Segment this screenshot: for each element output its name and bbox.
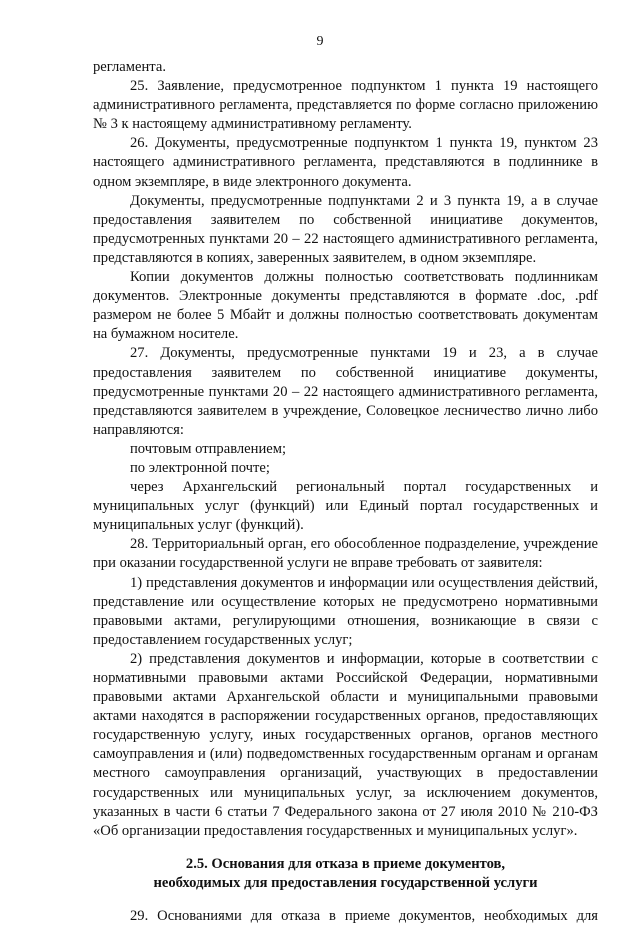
paragraph-26: 26. Документы, предусмотренные подпунктом 1 пункта 19, пунктом 23 настоящего административного регламента, представляются в подлиннике в одном экземпляре, в виде электронного документа. (93, 135, 598, 190)
list-item-postal: почтовым отправлением; (130, 440, 287, 457)
paragraph-25: 25. Заявление, предусмотренное подпунктом 1 пункта 19 настоящего административного регламента, представляется по форме согласно приложению № 3 к настоящему административному регламенту. (93, 78, 598, 133)
list-item-email: по электронной почте; (130, 459, 270, 476)
paragraph-29: 29. Основаниями для отказа в приеме документов, необходимых для (130, 908, 598, 925)
paragraph-27: 27. Документы, предусмотренные пунктами 19 и 23, а в случае предоставления заявителем по собственной инициативе документы, предусмотренные пунктами 20 – 22 настоящего административного регламента, представляются заявителем в учреждение, Соловецкое лесничество лично либо направляются: (93, 345, 598, 438)
paragraph-26-copies: Документы, предусмотренные подпунктами 2 и 3 пункта 19, а в случае предоставления заявителем по собственной инициативе документов, предусмотренных пунктами 20 – 22 настоящего административного регламента, представляются в копиях, заверенных заявителем, в одном экземпляре. (93, 192, 598, 266)
paragraph-28-item-1: 1) представления документов и информации или осуществления действий, представление или осуществление которых не предусмотрено нормативными правовыми актами, регулирующими отношения, возникающие в связи с предоставлением государственных услуг; (93, 574, 598, 648)
paragraph-28-item-2: 2) представления документов и информации, которые в соответствии с нормативными правовыми актами Российской Федерации, нормативными правовыми актами Архангельской области и муниципальными правовыми актами находятся в распоряжении государственных органов, предоставляющих государственную услугу, иных государственных органов, органов местного самоуправления и (или) подведомственных государственным органам и органам местного самоуправления организаций, участвующих в предоставлении государственных или муниципальных услуг, за исключением документов, указанных в части 6 статьи 7 Федерального закона от 27 июля 2010 № 210-ФЗ «Об организации предоставления государственных и муниципальных услуг». (93, 650, 598, 839)
paragraph-28: 28. Территориальный орган, его обособленное подразделение, учреждение при оказании государственной услуги не вправе требовать от заявителя: (93, 536, 598, 572)
document-body (93, 58, 598, 926)
section-heading-line-2: необходимых для предоставления государственной услуги (153, 874, 538, 891)
paragraph-continuation: регламента. (93, 59, 166, 75)
page-number: 9 (316, 34, 324, 49)
section-heading (93, 855, 598, 893)
section-heading-line-1: 2.5. Основания для отказа в приеме документов, (185, 855, 506, 872)
paragraph-26-electronic: Копии документов должны полностью соответствовать подлинникам документов. Электронные документы представляются в формате .doc, .pdf размером не более 5 Мбайт и должны полностью соответствовать документам на бумажном носителе. (93, 269, 598, 343)
list-item-portal: через Архангельский региональный портал государственных и муниципальных услуг (функций) или Единый портал государственных и муниципальных услуг (функций). (93, 479, 598, 534)
